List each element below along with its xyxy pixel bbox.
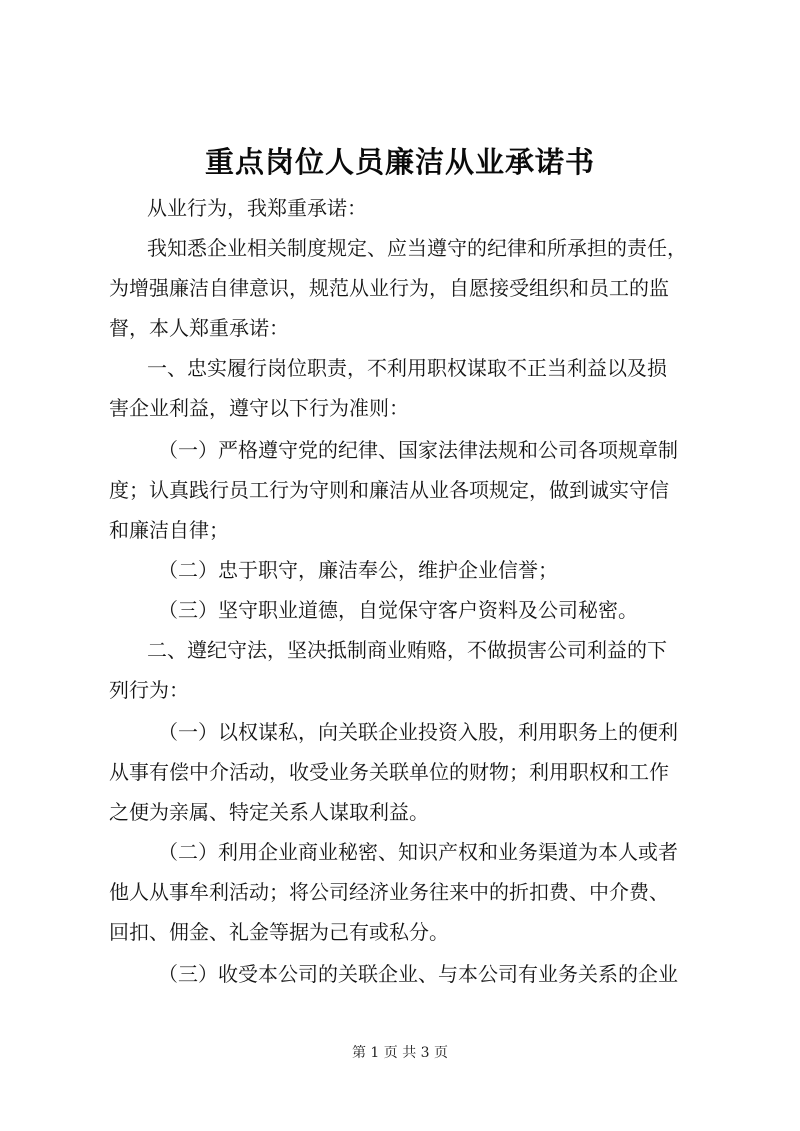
body-line: 从事有偿中介活动，收受业务关联单位的财物；利用职权和工作 [109,760,669,784]
body-line: （二）利用企业商业秘密、知识产权和业务渠道为本人或者 [158,840,678,864]
body-line: 之便为亲属、特定关系人谋取利益。 [109,800,429,824]
body-line: （三）收受本公司的关联企业、与本公司有业务关系的企业 [158,962,678,986]
body-line: 列行为： [109,678,189,702]
body-line: 他人从事牟利活动；将公司经济业务往来中的折扣费、中介费、 [109,880,669,904]
body-line: 和廉洁自律； [109,518,229,542]
body-line: （一）严格遵守党的纪律、国家法律法规和公司各项规章制 [158,438,678,462]
body-line: 回扣、佣金、礼金等据为己有或私分。 [109,920,449,944]
body-line: （三）坚守职业道德，自觉保守客户资料及公司秘密。 [158,598,638,622]
body-line: 我知悉企业相关制度规定、应当遵守的纪律和所承担的责任， [147,236,687,260]
body-line: 从业行为，我郑重承诺： [147,196,367,220]
body-line: 为增强廉洁自律意识，规范从业行为，自愿接受组织和员工的监 [109,276,669,300]
body-line: 二、遵纪守法，坚决抵制商业贿赂，不做损害公司利益的下 [147,638,667,662]
body-line: （一）以权谋私，向关联企业投资入股，利用职务上的便利 [158,720,678,744]
body-line: 害企业利益，遵守以下行为准则： [109,396,409,420]
body-line: 一、忠实履行岗位职责，不利用职权谋取不正当利益以及损 [147,356,667,380]
body-line: 督，本人郑重承诺： [109,316,289,340]
document-title: 重点岗位人员廉洁从业承诺书 [204,145,595,179]
body-line: 度；认真践行员工行为守则和廉洁从业各项规定，做到诚实守信 [109,478,669,502]
page-number-footer: 第 1 页 共 3 页 [351,1045,449,1061]
body-line: （二）忠于职守，廉洁奉公，维护企业信誉； [158,558,558,582]
